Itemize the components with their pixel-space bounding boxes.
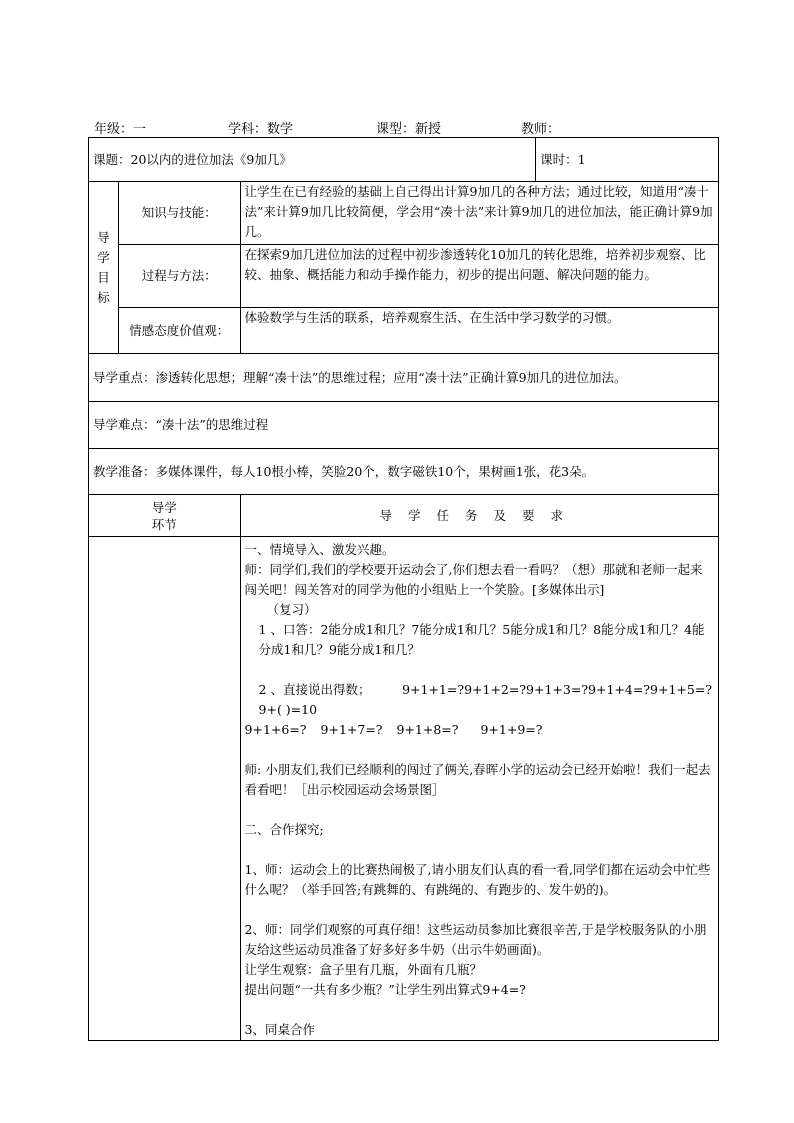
task-content (240, 537, 718, 1041)
intro-text: 师：同学们,我们的学校要开运动会了,你们想去看一看吗？（想）那就和老师一起来闯关吧！闯关答对的同学为他的小组贴上一个笑脸。[多媒体出示] (244, 562, 703, 597)
stage-column (89, 537, 241, 1041)
section-head-left: 导学环节 (89, 495, 241, 537)
intro-heading: 一、情境导入、激发兴趣。 (244, 542, 395, 557)
knowledge-label: 知识与技能： (118, 182, 240, 245)
process-label: 过程与方法： (118, 245, 240, 308)
preparation-cell: 教学准备：多媒体课件，每人10根小棒，笑脸20个，数字磁铁10个，果树画1张，花3朵。 (89, 449, 719, 495)
topic-cell: 课题：20以内的进位加法《9加几》 (89, 138, 536, 182)
subject-label: 学科：数学 (228, 122, 294, 137)
teacher-label: 教师： (521, 122, 561, 137)
difficulty-cell: 导学难点：“凑十法”的思维过程 (89, 402, 719, 449)
step-2-text: 2、师：同学们观察的可真仔细！这些运动员参加比赛很辛苦,于是学校服务队的小朋友给这些运动员准备了好多好多牛奶（出示牛奶画面)。 (244, 922, 707, 957)
calc-row-1: 2 、直接说出得数；9+( )=10 9+1+1=? 9+1+2=? 9+1+3=? 9+1+4=? 9+1+5=? (258, 682, 712, 717)
goals-group-label: 导 学 目 标 (89, 182, 119, 354)
step-3-text: 3、同桌合作 (244, 1022, 315, 1037)
section-head-right: 导学任务及要求 (240, 495, 718, 537)
step-1-text: 1、师：运动会上的比赛热闹极了,请小朋友们认真的看一看,同学们都在运动会中忙些什么呢？（举手回答;有跳舞的、有跳绳的、有跑步的、发牛奶的)。 (244, 862, 711, 897)
transition-text: 师: 小朋友们,我们已经顺利的闯过了俩关,春晖小学的运动会已经开始啦！我们一起去看看吧！［出示校园运动会场景图］ (244, 762, 711, 797)
knowledge-text: 让学生在已有经验的基础上自己得出计算9加几的各种方法；通过比较，知道用“凑十法”来计算9加几比较简便，学会用“凑十法”来计算9加几的进位加法，能正确计算9加几。 (240, 182, 718, 245)
hours-cell: 课时：1 (536, 138, 719, 182)
explore-heading: 二、合作探究; (244, 822, 324, 837)
attitude-text: 体验数学与生活的联系，培养观察生活、在生活中学习数学的习惯。 (240, 308, 718, 354)
review-label: （复习） (266, 602, 317, 617)
grade-label: 年级：一 (94, 122, 147, 137)
attitude-label: 情感态度价值观： (118, 308, 240, 354)
lesson-type-label: 课型：新授 (376, 122, 442, 137)
lesson-plan-table (88, 137, 719, 1041)
key-points-cell: 导学重点：渗透转化思想；理解“凑十法”的思维过程；应用“凑十法”正确计算9加几的进位加法。 (89, 354, 719, 402)
calc-row-2: 9+1+6=? 9+1+7=? 9+1+8=? 9+1+9=? (244, 722, 543, 737)
question-text: 提出问题“一共有多少瓶？”让学生列出算式9+4=? (244, 982, 526, 997)
oral-question: 1 、口答：2能分成1和几？7能分成1和几？5能分成1和几？8能分成1和几？4能分成1和几？9能分成1和几？ (258, 622, 705, 657)
observe-text: 让学生观察：盒子里有几瓶，外面有几瓶？ (244, 962, 483, 977)
process-text: 在探索9加几进位加法的过程中初步渗透转化10加几的转化思维，培养初步观察、比较、抽象、概括能力和动手操作能力，初步的提出问题、解决问题的能力。 (240, 245, 718, 308)
